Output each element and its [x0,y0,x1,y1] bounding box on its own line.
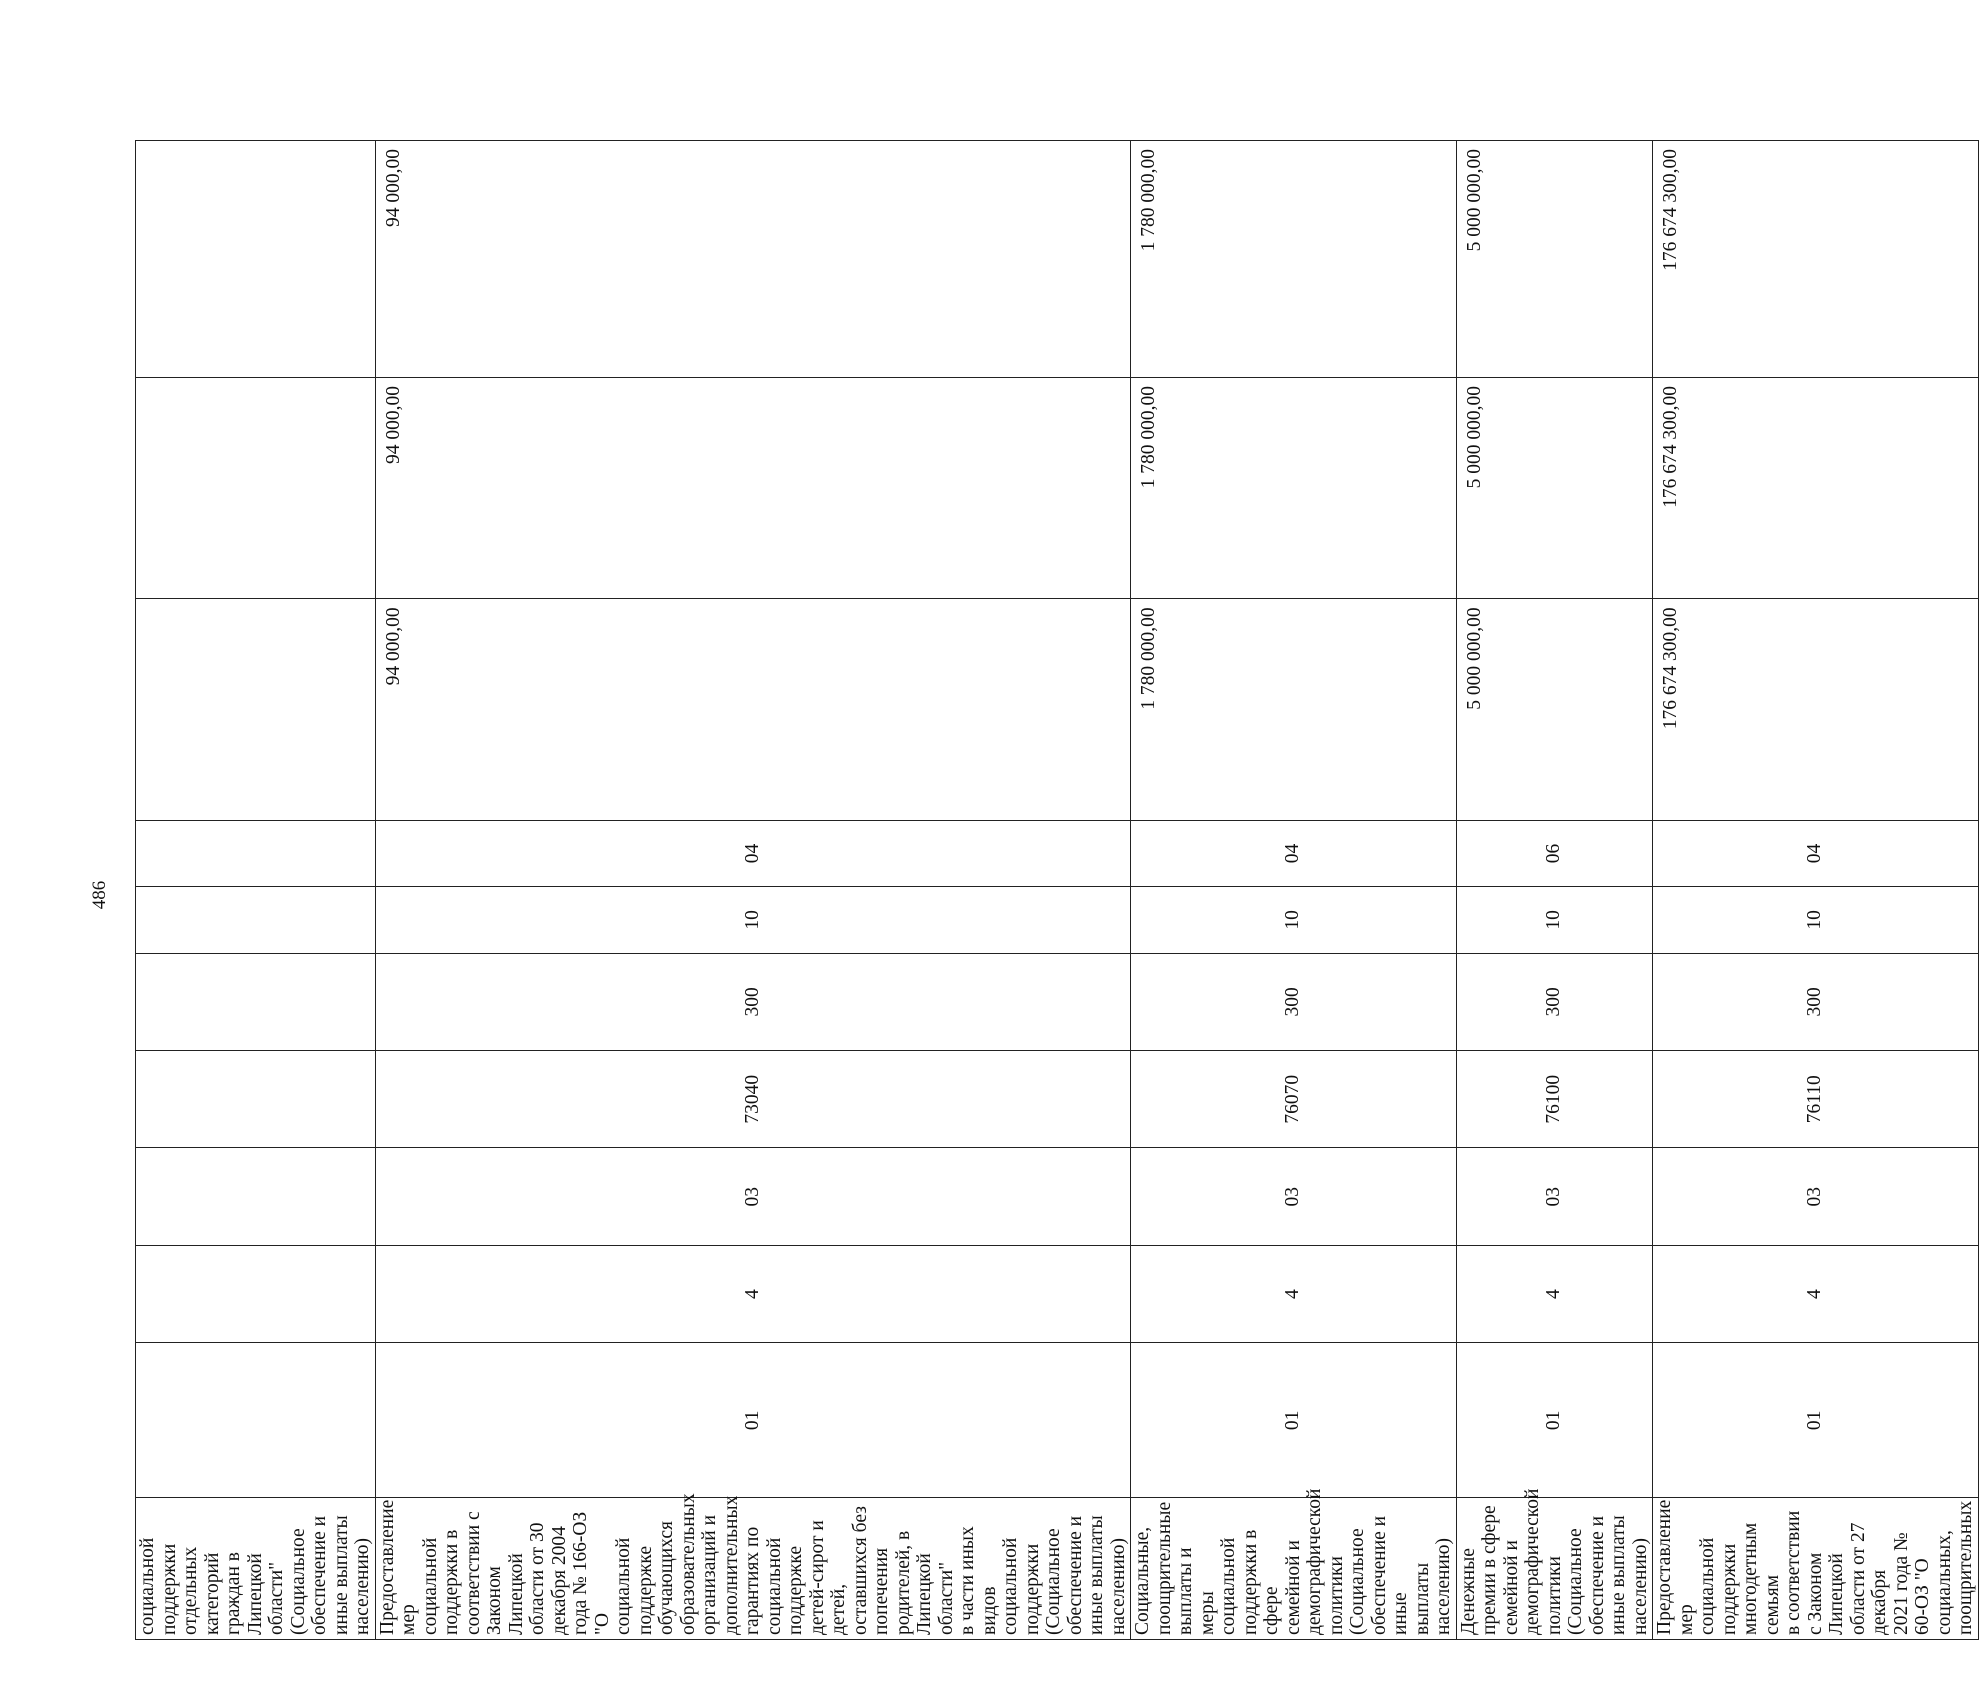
description-cell: Предоставление мер социальной поддержки многодетным семьям в соответствии с Законом Липецкой области от 27 декабря 2021 года № 60-ОЗ "О социальных, поощрительных [1653,1498,1979,1640]
table-row [136,141,376,1640]
amount2-cell: 1 780 000,00 [1131,377,1457,598]
code-cell-c3 [136,1148,376,1245]
code-cell-c2: 4 [1456,1245,1653,1342]
code-cell-c7: 04 [1131,820,1457,886]
code-cell-c2 [136,1245,376,1342]
table-row [1653,141,1979,1640]
description-cell: Социальные, поощрительные выплаты и меры социальной поддержки в сфере семейной и демографической политики (Социальное обеспечение и иные выплаты населению) [1131,1498,1457,1640]
code-cell-c3: 03 [375,1148,1131,1245]
description-cell: Денежные премии в сфере семейной и демографической политики (Социальное обеспечение и иные выплаты населению) [1456,1498,1653,1640]
table-row [375,141,1131,1640]
amount3-cell: 94 000,00 [375,141,1131,378]
code-cell-c5: 300 [1456,953,1653,1050]
code-cell-c2: 4 [1653,1245,1979,1342]
description-cell: Предоставление мер социальной поддержки в соответствии с Законом Липецкой области от 30 декабря 2004 года № 166-ОЗ "О социальной поддержке обучающихся образовательных организаций и дополнительных гарантиях по социальной поддержке детей-сирот и детей, оставшихся без попечения родителей, в Липецкой области" в части иных видов социальной поддержки (Социальное обеспечение и иные выплаты населению) [375,1498,1131,1640]
table-row [1456,141,1653,1640]
code-cell-c5 [136,953,376,1050]
amount2-cell [136,377,376,598]
amount1-cell: 94 000,00 [375,599,1131,820]
code-cell-c4: 76070 [1131,1051,1457,1148]
code-cell-c6: 10 [1653,887,1979,953]
rotated-table-container [135,140,1976,1640]
amount1-cell [136,599,376,820]
code-cell-c7: 04 [1653,820,1979,886]
amount3-cell: 176 674 300,00 [1653,141,1979,378]
code-cell-c3: 03 [1653,1148,1979,1245]
code-cell-c2: 4 [375,1245,1131,1342]
code-cell-c4: 76110 [1653,1051,1979,1148]
table-body [136,141,1979,1640]
code-cell-c2: 4 [1131,1245,1457,1342]
code-cell-c4: 73040 [375,1051,1131,1148]
table-row [1131,141,1457,1640]
code-cell-c1: 01 [1456,1343,1653,1498]
code-cell-c5: 300 [1653,953,1979,1050]
code-cell-c4: 76100 [1456,1051,1653,1148]
code-cell-c1: 01 [1131,1343,1457,1498]
budget-table [135,140,1979,1640]
amount1-cell: 5 000 000,00 [1456,599,1653,820]
amount3-cell: 5 000 000,00 [1456,141,1653,378]
code-cell-c7 [136,820,376,886]
description-cell: социальной поддержки отдельных категорий граждан в Липецкой области" (Социальное обеспечение и иные выплаты населению) [136,1498,376,1640]
code-cell-c6: 10 [1456,887,1653,953]
code-cell-c4 [136,1051,376,1148]
amount2-cell: 94 000,00 [375,377,1131,598]
amount2-cell: 5 000 000,00 [1456,377,1653,598]
code-cell-c7: 04 [375,820,1131,886]
code-cell-c5: 300 [375,953,1131,1050]
code-cell-c6: 10 [1131,887,1457,953]
code-cell-c5: 300 [1131,953,1457,1050]
code-cell-c1: 01 [375,1343,1131,1498]
amount1-cell: 176 674 300,00 [1653,599,1979,820]
amount3-cell [136,141,376,378]
code-cell-c6 [136,887,376,953]
amount2-cell: 176 674 300,00 [1653,377,1979,598]
code-cell-c1 [136,1343,376,1498]
page-number: 486 [89,880,110,910]
amount3-cell: 1 780 000,00 [1131,141,1457,378]
code-cell-c3: 03 [1456,1148,1653,1245]
code-cell-c7: 06 [1456,820,1653,886]
code-cell-c6: 10 [375,887,1131,953]
code-cell-c1: 01 [1653,1343,1979,1498]
amount1-cell: 1 780 000,00 [1131,599,1457,820]
code-cell-c3: 03 [1131,1148,1457,1245]
